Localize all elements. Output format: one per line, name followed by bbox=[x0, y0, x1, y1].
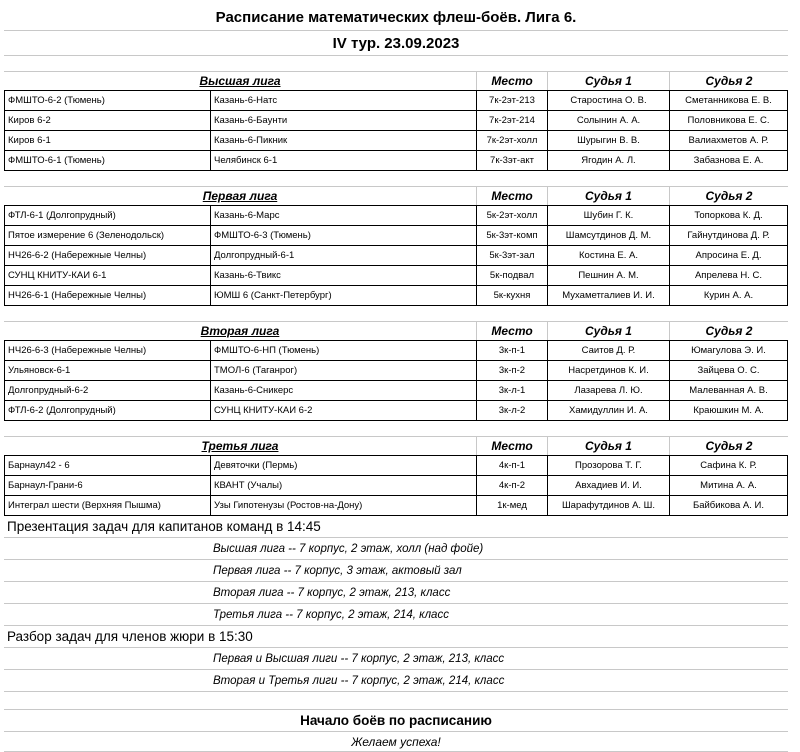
team2-cell: Узы Гипотенузы (Ростов-на-Дону) bbox=[210, 496, 476, 516]
list-item bbox=[4, 538, 788, 560]
team1-cell: ФТЛ-6-1 (Долгопрудный) bbox=[4, 206, 210, 226]
place-header: Место bbox=[476, 187, 547, 205]
judge2-cell: Половникова Е. С. bbox=[669, 111, 788, 131]
place-cell: 5к-подвал bbox=[476, 266, 547, 286]
judge1-header: Судья 1 bbox=[547, 437, 669, 455]
team1-cell: НЧ26-6-1 (Набережные Челны) bbox=[4, 286, 210, 306]
team1-cell: ФМШТО-6-2 (Тюмень) bbox=[4, 91, 210, 111]
place-cell: 3к-п-1 bbox=[476, 341, 547, 361]
judge1-cell: Шарафутдинов А. Ш. bbox=[547, 496, 669, 516]
place-cell: 5к-2эт-холл bbox=[476, 206, 547, 226]
table-row bbox=[4, 266, 788, 286]
table-row bbox=[4, 476, 788, 496]
subtitle-row bbox=[4, 31, 788, 56]
place-cell: 4к-п-2 bbox=[476, 476, 547, 496]
judge1-cell: Ягодин А. Л. bbox=[547, 151, 669, 171]
judge2-cell: Сафина К. Р. bbox=[669, 456, 788, 476]
judge1-cell: Пешнин А. М. bbox=[547, 266, 669, 286]
place-cell: 3к-л-1 bbox=[476, 381, 547, 401]
table-row bbox=[4, 286, 788, 306]
place-cell: 7к-2эт-холл bbox=[476, 131, 547, 151]
judge2-cell: Валиахметов А. Р. bbox=[669, 131, 788, 151]
table-row bbox=[4, 111, 788, 131]
judge1-cell: Авхадиев И. И. bbox=[547, 476, 669, 496]
judge2-cell: Гайнутдинова Д. Р. bbox=[669, 226, 788, 246]
judge2-cell: Краюшкин М. А. bbox=[669, 401, 788, 421]
team1-cell: Барнаул42 - 6 bbox=[4, 456, 210, 476]
judge1-cell: Шамсутдинов Д. М. bbox=[547, 226, 669, 246]
place-cell: 7к-3эт-акт bbox=[476, 151, 547, 171]
spacer-row bbox=[4, 171, 788, 187]
judge2-cell: Апрелева Н. С. bbox=[669, 266, 788, 286]
team2-cell: Казань-6-Сникерс bbox=[210, 381, 476, 401]
table-row bbox=[4, 456, 788, 476]
table-row bbox=[4, 131, 788, 151]
schedule-note: Первая и Высшая лиги -- 7 корпус, 2 этаж, 213, класс bbox=[213, 652, 505, 665]
judge1-cell: Солынин А. А. bbox=[547, 111, 669, 131]
judge1-cell: Шубин Г. К. bbox=[547, 206, 669, 226]
table-row bbox=[4, 226, 788, 246]
judge2-cell: Байбикова А. И. bbox=[669, 496, 788, 516]
league-name: Высшая лига bbox=[199, 74, 281, 88]
judge1-cell: Прозорова Т. Г. bbox=[547, 456, 669, 476]
league-header-row bbox=[4, 322, 788, 341]
judge2-cell: Юмагулова Э. И. bbox=[669, 341, 788, 361]
league-header-row bbox=[4, 437, 788, 456]
judge1-cell: Шурыгин В. В. bbox=[547, 131, 669, 151]
judge2-header: Судья 2 bbox=[669, 72, 788, 90]
review-heading: Разбор задач для членов жюри в 15:30 bbox=[7, 629, 253, 644]
place-cell: 7к-2эт-213 bbox=[476, 91, 547, 111]
judge2-cell: Зайцева О. С. bbox=[669, 361, 788, 381]
place-cell: 5к-кухня bbox=[476, 286, 547, 306]
judge2-cell: Курин А. А. bbox=[669, 286, 788, 306]
title-row bbox=[4, 4, 788, 31]
table-row bbox=[4, 361, 788, 381]
spacer-row bbox=[4, 421, 788, 437]
list-item bbox=[4, 648, 788, 670]
place-cell: 4к-п-1 bbox=[476, 456, 547, 476]
league-name: Вторая лига bbox=[200, 324, 280, 338]
list-item bbox=[4, 560, 788, 582]
table-row bbox=[4, 496, 788, 516]
presentation-list bbox=[4, 538, 788, 626]
spacer-row bbox=[4, 692, 788, 710]
team2-cell: Долгопрудный-6-1 bbox=[210, 246, 476, 266]
team2-cell: КВАНТ (Учалы) bbox=[210, 476, 476, 496]
place-cell: 3к-л-2 bbox=[476, 401, 547, 421]
table-row bbox=[4, 381, 788, 401]
leagues-container bbox=[4, 72, 788, 516]
judge1-header: Судья 1 bbox=[547, 322, 669, 340]
judge2-cell: Забазнова Е. А. bbox=[669, 151, 788, 171]
judge2-cell: Топоркова К. Д. bbox=[669, 206, 788, 226]
footer-start-row bbox=[4, 710, 788, 732]
team2-cell: Девяточки (Пермь) bbox=[210, 456, 476, 476]
team2-cell: СУНЦ КНИТУ-КАИ 6-2 bbox=[210, 401, 476, 421]
judge2-cell: Апросина Е. Д. bbox=[669, 246, 788, 266]
judge2-cell: Сметанникова Е. В. bbox=[669, 91, 788, 111]
schedule-note: Первая лига -- 7 корпус, 3 этаж, актовый зал bbox=[213, 564, 462, 577]
team1-cell: ФМШТО-6-1 (Тюмень) bbox=[4, 151, 210, 171]
place-header: Место bbox=[476, 437, 547, 455]
place-cell: 7к-2эт-214 bbox=[476, 111, 547, 131]
team1-cell: Ульяновск-6-1 bbox=[4, 361, 210, 381]
place-header: Место bbox=[476, 322, 547, 340]
judge1-cell: Саитов Д. Р. bbox=[547, 341, 669, 361]
presentation-heading-row bbox=[4, 516, 788, 538]
review-list bbox=[4, 648, 788, 692]
page-title: Расписание математических флеш-боёв. Лига 6. bbox=[215, 8, 577, 26]
place-cell: 1к-мед bbox=[476, 496, 547, 516]
list-item bbox=[4, 582, 788, 604]
team1-cell: НЧ26-6-3 (Набережные Челны) bbox=[4, 341, 210, 361]
team2-cell: Казань-6-Марс bbox=[210, 206, 476, 226]
judge1-cell: Лазарева Л. Ю. bbox=[547, 381, 669, 401]
schedule-note: Вторая лига -- 7 корпус, 2 этаж, 213, класс bbox=[213, 586, 451, 599]
place-cell: 5к-3эт-комп bbox=[476, 226, 547, 246]
spacer-row bbox=[4, 306, 788, 322]
judge2-header: Судья 2 bbox=[669, 437, 788, 455]
judge2-header: Судья 2 bbox=[669, 187, 788, 205]
team2-cell: Казань-6-Баунти bbox=[210, 111, 476, 131]
team2-cell: Казань-6-Натс bbox=[210, 91, 476, 111]
footer-start: Начало боёв по расписанию bbox=[300, 713, 492, 728]
table-row bbox=[4, 206, 788, 226]
place-cell: 5к-3эт-зал bbox=[476, 246, 547, 266]
schedule-note: Высшая лига -- 7 корпус, 2 этаж, холл (над фойе) bbox=[213, 542, 484, 555]
schedule-sheet bbox=[4, 4, 788, 752]
schedule-note: Вторая и Третья лиги -- 7 корпус, 2 этаж, 214, класс bbox=[213, 674, 505, 687]
table-row bbox=[4, 91, 788, 111]
judge1-cell: Хамидуллин И. А. bbox=[547, 401, 669, 421]
team2-cell: ФМШТО-6-3 (Тюмень) bbox=[210, 226, 476, 246]
table-row bbox=[4, 246, 788, 266]
place-header: Место bbox=[476, 72, 547, 90]
place-cell: 3к-п-2 bbox=[476, 361, 547, 381]
team1-cell: Долгопрудный-6-2 bbox=[4, 381, 210, 401]
judge2-cell: Малеванная А. В. bbox=[669, 381, 788, 401]
list-item bbox=[4, 604, 788, 626]
team2-cell: ТМОЛ-6 (Таганрог) bbox=[210, 361, 476, 381]
league-header-row bbox=[4, 72, 788, 91]
team2-cell: Казань-6-Пикник bbox=[210, 131, 476, 151]
judge1-cell: Мухаметгалиев И. И. bbox=[547, 286, 669, 306]
judge1-header: Судья 1 bbox=[547, 72, 669, 90]
presentation-heading: Презентация задач для капитанов команд в 14:45 bbox=[7, 519, 321, 534]
league-name: Третья лига bbox=[201, 439, 279, 453]
judge2-header: Судья 2 bbox=[669, 322, 788, 340]
team2-cell: Казань-6-Твикс bbox=[210, 266, 476, 286]
spacer-row bbox=[4, 56, 788, 72]
league-name: Первая лига bbox=[202, 189, 278, 203]
judge1-cell: Костина Е. А. bbox=[547, 246, 669, 266]
team1-cell: Киров 6-2 bbox=[4, 111, 210, 131]
page-subtitle: IV тур. 23.09.2023 bbox=[332, 34, 460, 52]
team1-cell: Барнаул-Грани-6 bbox=[4, 476, 210, 496]
list-item bbox=[4, 670, 788, 692]
team1-cell: Киров 6-1 bbox=[4, 131, 210, 151]
schedule-note: Третья лига -- 7 корпус, 2 этаж, 214, класс bbox=[213, 608, 449, 621]
judge1-cell: Насретдинов К. И. bbox=[547, 361, 669, 381]
team2-cell: Челябинск 6-1 bbox=[210, 151, 476, 171]
team1-cell: Пятое измерение 6 (Зеленодольск) bbox=[4, 226, 210, 246]
footer-wish: Желаем успеха! bbox=[351, 734, 441, 749]
review-heading-row bbox=[4, 626, 788, 648]
team1-cell: ФТЛ-6-2 (Долгопрудный) bbox=[4, 401, 210, 421]
team1-cell: СУНЦ КНИТУ-КАИ 6-1 bbox=[4, 266, 210, 286]
footer-wish-row bbox=[4, 732, 788, 752]
judge1-header: Судья 1 bbox=[547, 187, 669, 205]
table-row bbox=[4, 341, 788, 361]
league-header-row bbox=[4, 187, 788, 206]
team2-cell: ФМШТО-6-НП (Тюмень) bbox=[210, 341, 476, 361]
judge1-cell: Старостина О. В. bbox=[547, 91, 669, 111]
table-row bbox=[4, 401, 788, 421]
team2-cell: ЮМШ 6 (Санкт-Петербург) bbox=[210, 286, 476, 306]
team1-cell: Интеграл шести (Верхняя Пышма) bbox=[4, 496, 210, 516]
judge2-cell: Митина А. А. bbox=[669, 476, 788, 496]
team1-cell: НЧ26-6-2 (Набережные Челны) bbox=[4, 246, 210, 266]
table-row bbox=[4, 151, 788, 171]
